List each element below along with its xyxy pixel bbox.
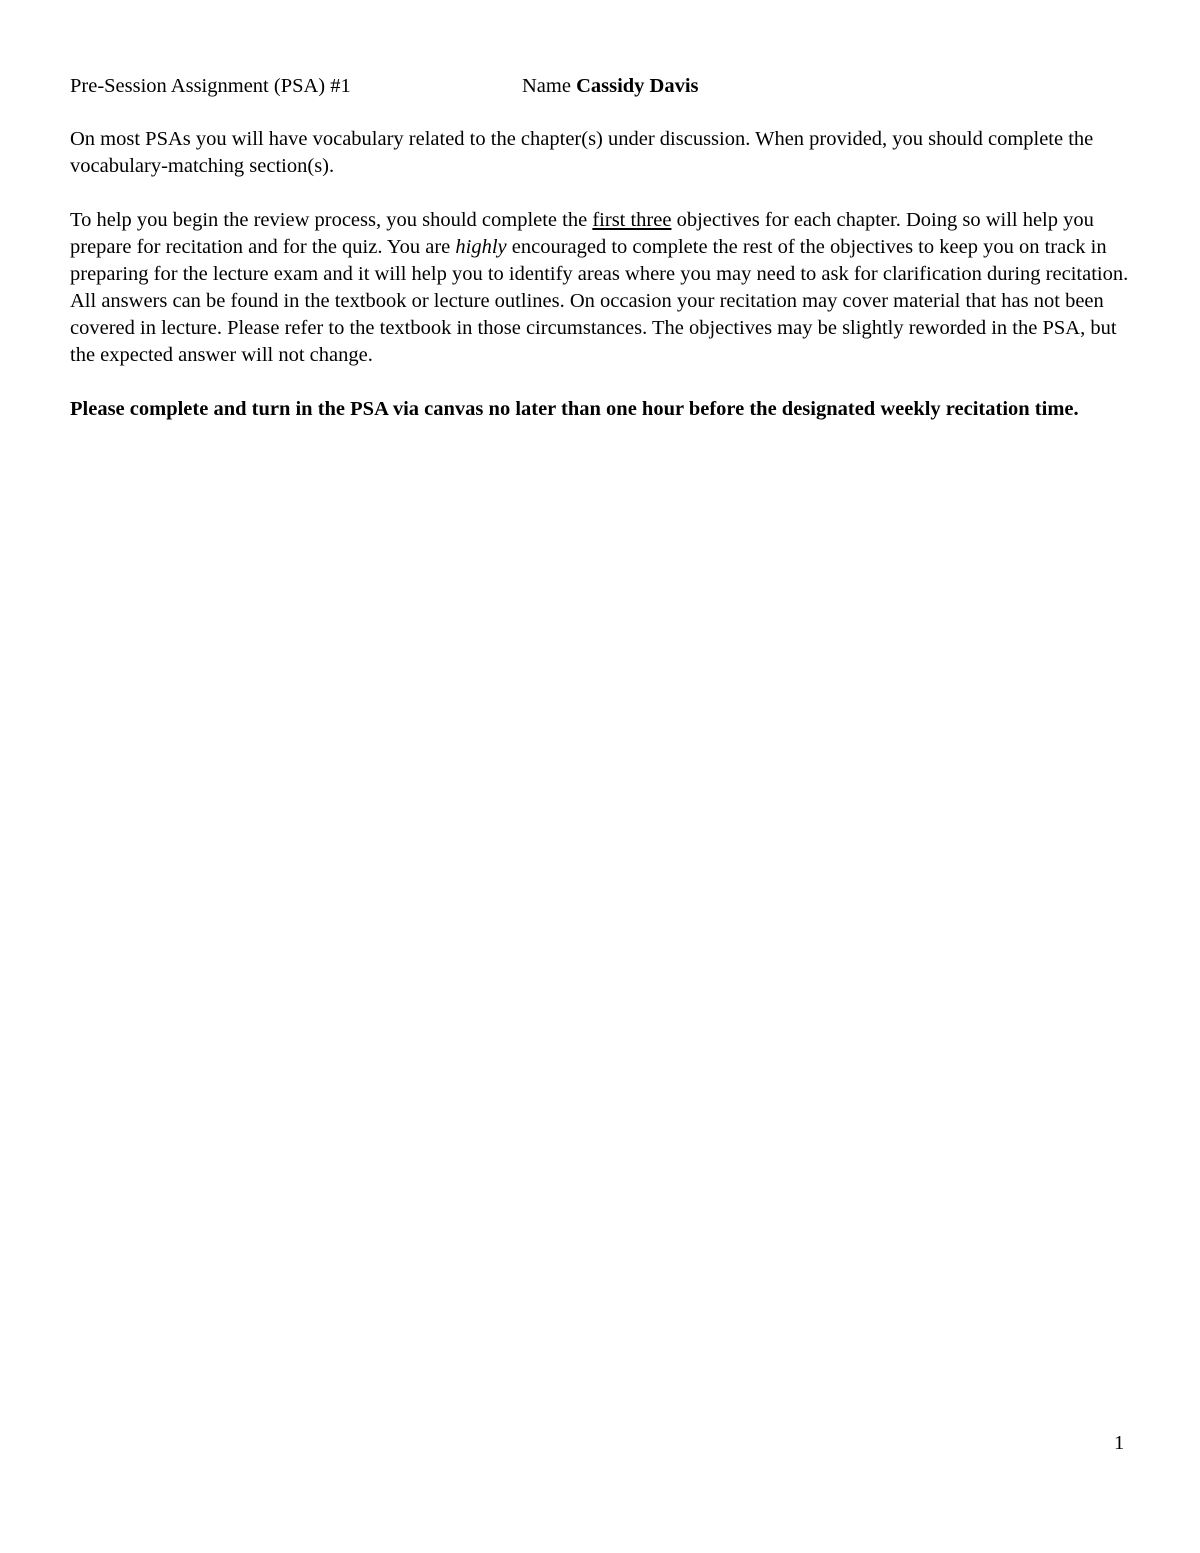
vocabulary-paragraph: On most PSAs you will have vocabulary related to the chapter(s) under discussion. When provided, you should complete the vocabulary-matching section(s).	[70, 128, 1094, 177]
objectives-paragraph	[70, 207, 1130, 369]
assignment-title: Pre-Session Assignment (PSA) #1	[70, 75, 351, 97]
document-body	[70, 73, 1130, 423]
page-number: 1	[1114, 1432, 1125, 1454]
objectives-text-1: To help you begin the review process, you should complete the	[70, 209, 593, 231]
submission-instructions: Please complete and turn in the PSA via canvas no later than one hour before the designated weekly recitation time.	[70, 398, 1079, 420]
objectives-text-2: objectives for each chapter. Doing so will help you prepare for recitation and for the quiz. You are	[70, 209, 1094, 258]
objectives-text-3: encouraged to complete the rest of the objectives to keep you on track in preparing for the lecture exam and it will help you to identify areas where you may need to ask for clarification during recitation. All answers can be found in the textbook or lecture outlines. On occasion your recitation may cover material that has not been covered in lecture. Please refer to the textbook in those circumstances. The objectives may be slightly reworded in the PSA, but the expected answer will not change.	[70, 236, 1129, 366]
objectives-italic-text: highly	[455, 236, 507, 258]
header-line	[70, 73, 1130, 100]
objectives-underlined-text: first three	[592, 209, 672, 231]
name-field	[522, 73, 699, 100]
student-name: Cassidy Davis	[576, 75, 699, 97]
name-label: Name	[522, 75, 571, 97]
